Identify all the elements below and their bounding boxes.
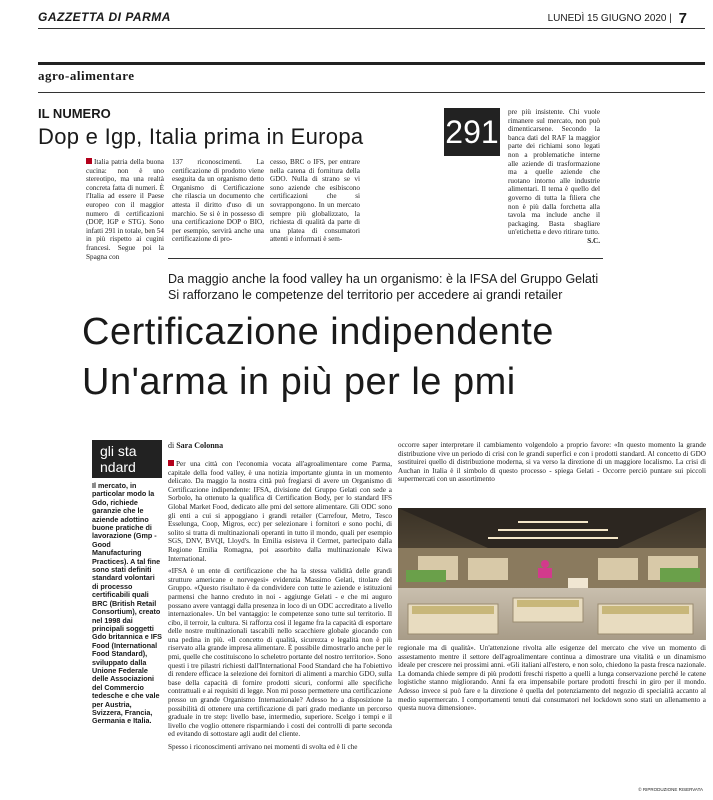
box-text-1: Italia patria della buona cucina: non è uno stereotipo, ma una realtà concreta fatta di numeri. È l'Italia ad essere il Paese europeo con il maggior numero di certificazioni (DOP, IGP e STG). Sono infatti 291 in totale, ben 54 in più rispetto ai cugini francesi. Segue poi la Spagna con (86, 158, 164, 261)
byline (168, 441, 223, 450)
sidebar-text: Il mercato, in particolar modo la Gdo, richiede garanzie che le aziende adottino buone pratiche di lavorazione (Gmp - Good Manufacturing Practices). A tal fine sono stati definiti standard volontari di processo certificabili quali BRC (British Retail Consortium), creato nel 1998 dai principali soggetti Gdo britannica e IFS Food (International Food Standard), sviluppato dalla Unione Federale delle Associazioni del Commercio tedesche e che vale per Austria, Svizzera, Francia, Germania e Italia. (92, 481, 162, 726)
byline-prefix: di (168, 441, 175, 450)
bullet-square-icon (168, 460, 174, 466)
sidebar-title-box (92, 440, 162, 478)
body-paragraph: «IFSA è un ente di certificazione che ha la stessa validità delle grandi strutture americane e norvegesi» evidenzia Massimo Gelati, titolare del Gruppo. «Questo risultato è da condividere con tutte le aziende e istituzioni parmensi che hanno creduto in noi - aggiunge Gelati - e che mi auguro possano avere vantaggi dalla presenza in loco di un ODC accreditato a livello internazionale». Un bel vantaggio: le competenze sono tutte sul territorio. Il cibo, il terroir, la cultura. Si rafforza così il legame fra la capacità di esportare delle nostre multinazionali tascabili nello scacchiere globale giocando con una pedina in più. «Il concetto di qualità, sicurezza e legalità non è più riservato alla grande impresa alimentare. È possibile dimostrarlo anche per le pmi, quelle che costituiscono lo scheletro portante del nostro territorio». Sono questi i tre pilastri richiesti dall'International Food Standard che ha l'obiettivo di rendere efficace la selezione dei fornitori di alimenti a marchio GDO, sulla base della capacità di fornire prodotti sicuri, conformi alle specifiche contrattuali e ai requisiti di legge. Non mi posso permettere una certificazione presso un grande Organismo Internazionale? Adesso ho a disposizione la possibilità di ottenere una certificazione di pari grado mediante un percorso graduale in tre step: livello base, intermedio, superiore. Scelgo i tempi e il livello che voglio ottenere risparmiando i costi dei controlli di parte seconda ed evitando di sottostare agli audit del cliente. (168, 567, 392, 739)
subhead-2: Si rafforzano le competenze del territorio per accedere ai grandi retailer (168, 288, 563, 302)
box-column-1 (86, 158, 164, 261)
big-number: 291 (444, 108, 500, 156)
box-text-3: cesso, BRC o IFS, per entrare nella catena di fornitura della GDO. Nulla di strano se vi sono aziende che esibiscono certificazioni che si sovrappongono. In un mercato sempre più globalizzato, la richiesta di qualità da parte di una platea di consumatori attenti e informati è sem- (270, 158, 360, 244)
body-text: Per una città con l'economia vocata all'agroalimentare come Parma, capitale della food valley, è una notizia importante giunta in un momento delicato. Da maggio la nostra città può fregiarsi di avere un Organismo di Certificazione indipendente: IFSA, divisione del Gruppo Gelati con sede a Sorbolo, ha ottenuto la qualifica di Certification Body, per lo standard IFS Global Market Food, dedicato alle pmi del settore alimentare. Gli ODC sono gli enti a cui si appoggiano i grandi retailer (Carrefour, Metro, Tesco Esselunga, Coop, Migros, ecc) per selezionare i fornitori e sono pochi, di solito si tratta di multinazionali operanti in tutto il mondo, quali per esempio SGS, DNV, BVQI, Lloyd's. In Emilia esisteva il Cermet, partecipato dalla Regione Emilia Romagna, poi assorbito dalla multinazionale Kiwa International. (168, 460, 392, 563)
subhead-rule (168, 258, 603, 259)
masthead: GAZZETTA DI PARMA (38, 10, 171, 24)
box-headline: Dop e Igp, Italia prima in Europa (38, 124, 364, 149)
supermarket-illustration (398, 508, 706, 640)
box-signature: S.C. (587, 236, 600, 245)
box-text-4: pre più insistente. Chi vuole rimanere sul mercato, non può dimenticarsene. Secondo la banca dati del RAF la maggior parte dei richiami sono legati non a problematiche interne alle aziende di trasformazione ma a quelle aziende che ruotano intorno alle industrie alimentari. Il tema è quello del governo di tutta la filiera che non è più dalla forchetta alla tavola ma include anche il packaging. Basta sbagliare un'etichetta e devo ritirare tutto. (508, 108, 600, 237)
box-kicker: IL NUMERO (38, 106, 111, 121)
page-number: 7 (678, 10, 687, 27)
copyright-credit: © RIPRODUZIONE RISERVATA (638, 787, 703, 792)
box-column-2 (172, 158, 264, 244)
body-column-1 (168, 460, 392, 796)
bullet-square-icon (86, 158, 92, 164)
sidebar-title-1: gli sta (100, 443, 137, 459)
box-column-3 (270, 158, 360, 244)
top-rule (38, 28, 705, 29)
dateline: LUNEDÌ 15 GIUGNO 2020 | 7 (547, 10, 687, 27)
byline-author: Sara Colonna (176, 441, 224, 450)
box-text-2: 137 riconoscimenti. La certificazione di prodotto viene eseguita da un organismo detto Organismo di Certificazione che rilascia un documento che attesta il diritto d'uso di un marchio. Se si è in possesso di una certificazione DOP o BIO, per esempio, servirà anche una certificazione di pro- (172, 158, 264, 244)
section-rule (38, 62, 705, 65)
section-rule-bottom (38, 92, 705, 93)
body-column-2-top: occorre saper interpretare il cambiamento volgendolo a proprio favore: «In questo momento la grande distribuzione vive un periodo di crisi con le grandi superfici e con i prodotti standard. Al concetto di GDO sostituirei quello di distribuzione moderna, si va verso la direzione di un maggiore localismo. La crisi di Auchan in Italia è il simbolo di questo processo - spiega Gelati - Occorre perciò puntare sui piccoli supermercati con un assortimento (398, 441, 706, 484)
body-paragraph: Spesso i riconoscimenti arrivano nei momenti di svolta ed è lì che (168, 743, 358, 751)
supermarket-photo (398, 508, 706, 640)
section-label: agro-alimentare (38, 68, 135, 83)
subhead-1: Da maggio anche la food valley ha un organismo: è la IFSA del Gruppo Gelati (168, 272, 599, 286)
sidebar-title-2: ndard (100, 459, 136, 475)
date: LUNEDÌ 15 GIUGNO 2020 (547, 13, 667, 24)
body-paragraph (168, 460, 392, 563)
box-column-4 (508, 108, 600, 246)
body-column-2-bottom: regionale ma di qualità». Un'attenzione rivolta alle esigenze del mercato che vive un momento di assestamento mentre il settore dell'agroalimentare continua a dimostrare una vitalità e un dinamismo ideale per crescere nei prossimi anni. «Gli italiani all'estero, e non solo, chiedono la pasta fresca nazionale. La domanda chiede sempre di più prodotti freschi rispetto a quelli a lunga conservazione perché le catene logistiche stanno migliorando. Anni fa era impensabile portare prodotti freschi in giro per il mondo. Adesso invece si può fare e la direzione è quella del potenziamento del negozio di specialità accanto al medio supermercato. I comportamenti tenuti dai consumatori nel lockdown sono stati un allenamento a questa nuova dimensione». (398, 644, 706, 713)
headline-line-1: Certificazione indipendente (82, 311, 554, 353)
headline-line-2: Un'arma in più per le pmi (82, 361, 516, 403)
